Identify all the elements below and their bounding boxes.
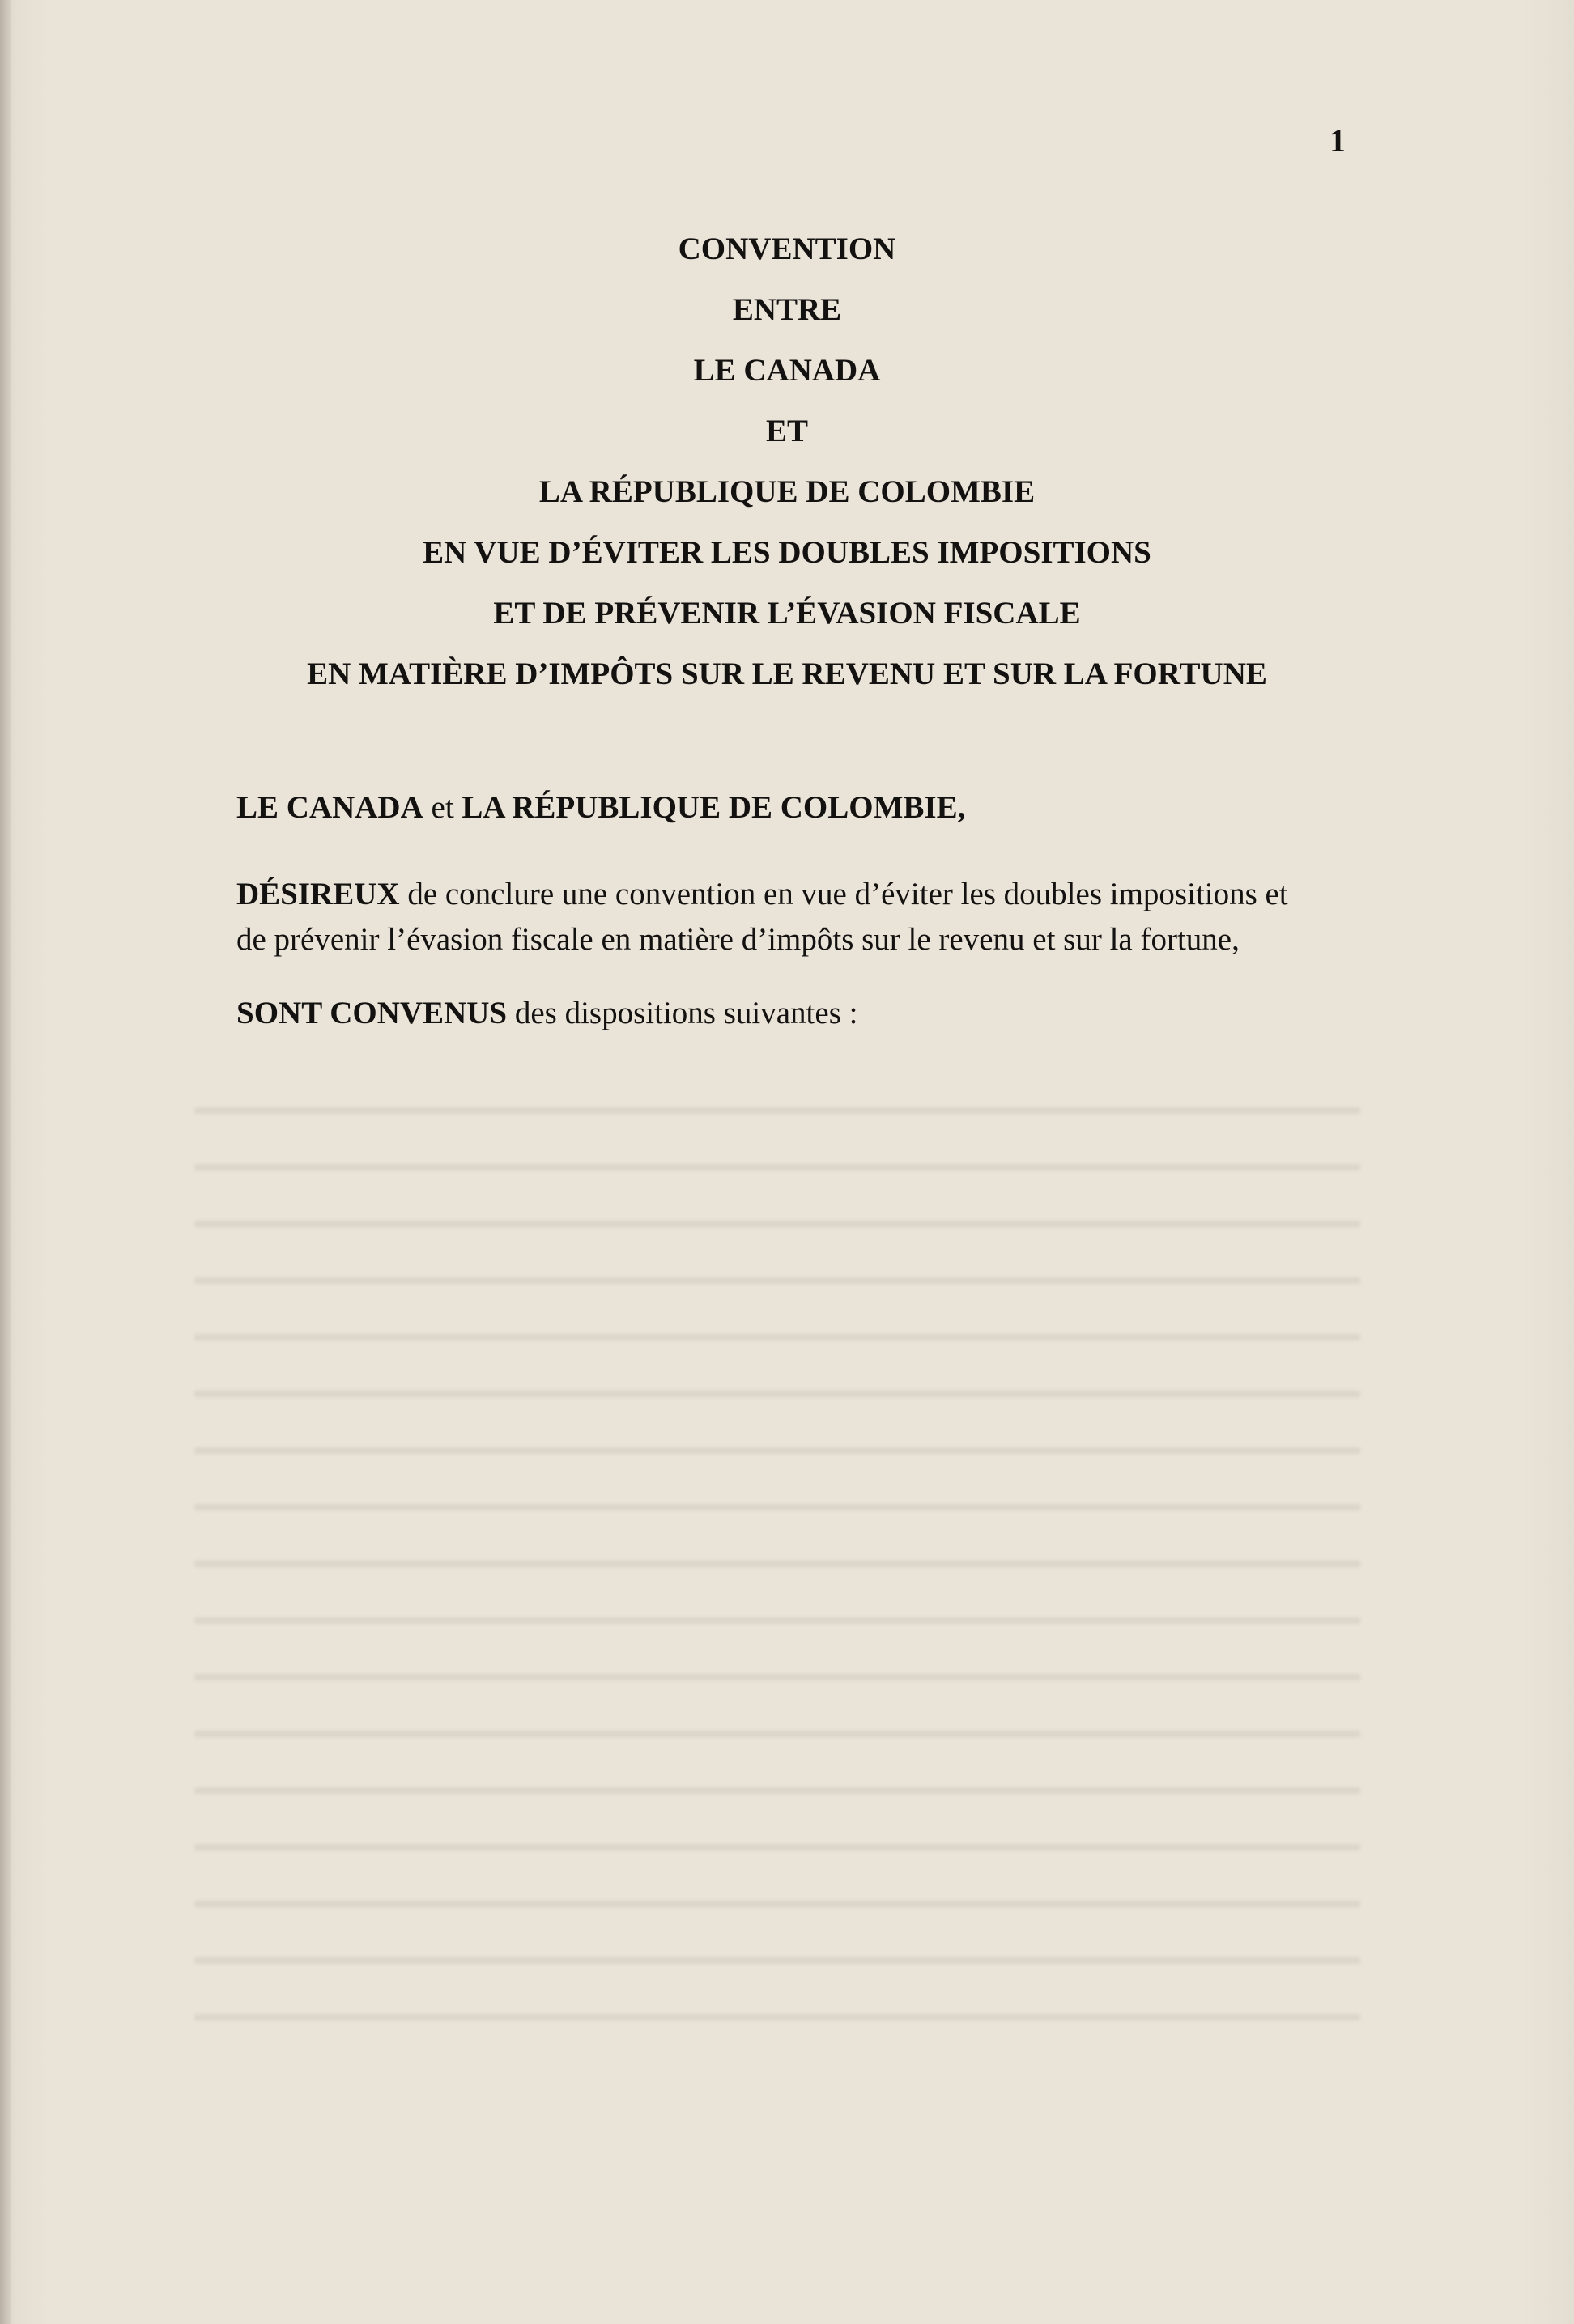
title-line: ET (765, 414, 809, 448)
party-colombia: LA RÉPUBLIQUE DE COLOMBIE, (462, 790, 966, 825)
desire-line-2: de prévenir l’évasion fiscale en matière d’impôts sur le revenu et sur la fortune, (236, 922, 1240, 957)
parties-paragraph (236, 785, 1362, 831)
title-line: LA RÉPUBLIQUE DE COLOMBIE (538, 474, 1036, 509)
desire-paragraph (236, 872, 1362, 962)
agreement-keyword: SONT CONVENUS (236, 996, 508, 1030)
desire-keyword: DÉSIREUX (236, 877, 400, 911)
agreement-paragraph (236, 991, 1362, 1036)
title-line: CONVENTION (678, 232, 896, 266)
title-line: LE CANADA (693, 353, 881, 388)
show-through-text (194, 1077, 1360, 2048)
title-line: ET DE PRÉVENIR L’ÉVASION FISCALE (493, 596, 1081, 631)
party-connector: et (423, 790, 462, 825)
party-canada: LE CANADA (236, 790, 423, 825)
title-line: ENTRE (732, 292, 842, 327)
title-line: EN VUE D’ÉVITER LES DOUBLES IMPOSITIONS (423, 535, 1151, 570)
agreement-text: des dispositions suivantes : (507, 996, 858, 1030)
page-number: 1 (1329, 122, 1346, 159)
title-block (0, 219, 1574, 704)
desire-line-1 (236, 872, 1362, 917)
desire-text: de conclure une convention en vue d’éviter les doubles impositions et (399, 877, 1288, 911)
title-line: EN MATIÈRE D’IMPÔTS SUR LE REVENU ET SUR LA FORTUNE (307, 656, 1267, 691)
